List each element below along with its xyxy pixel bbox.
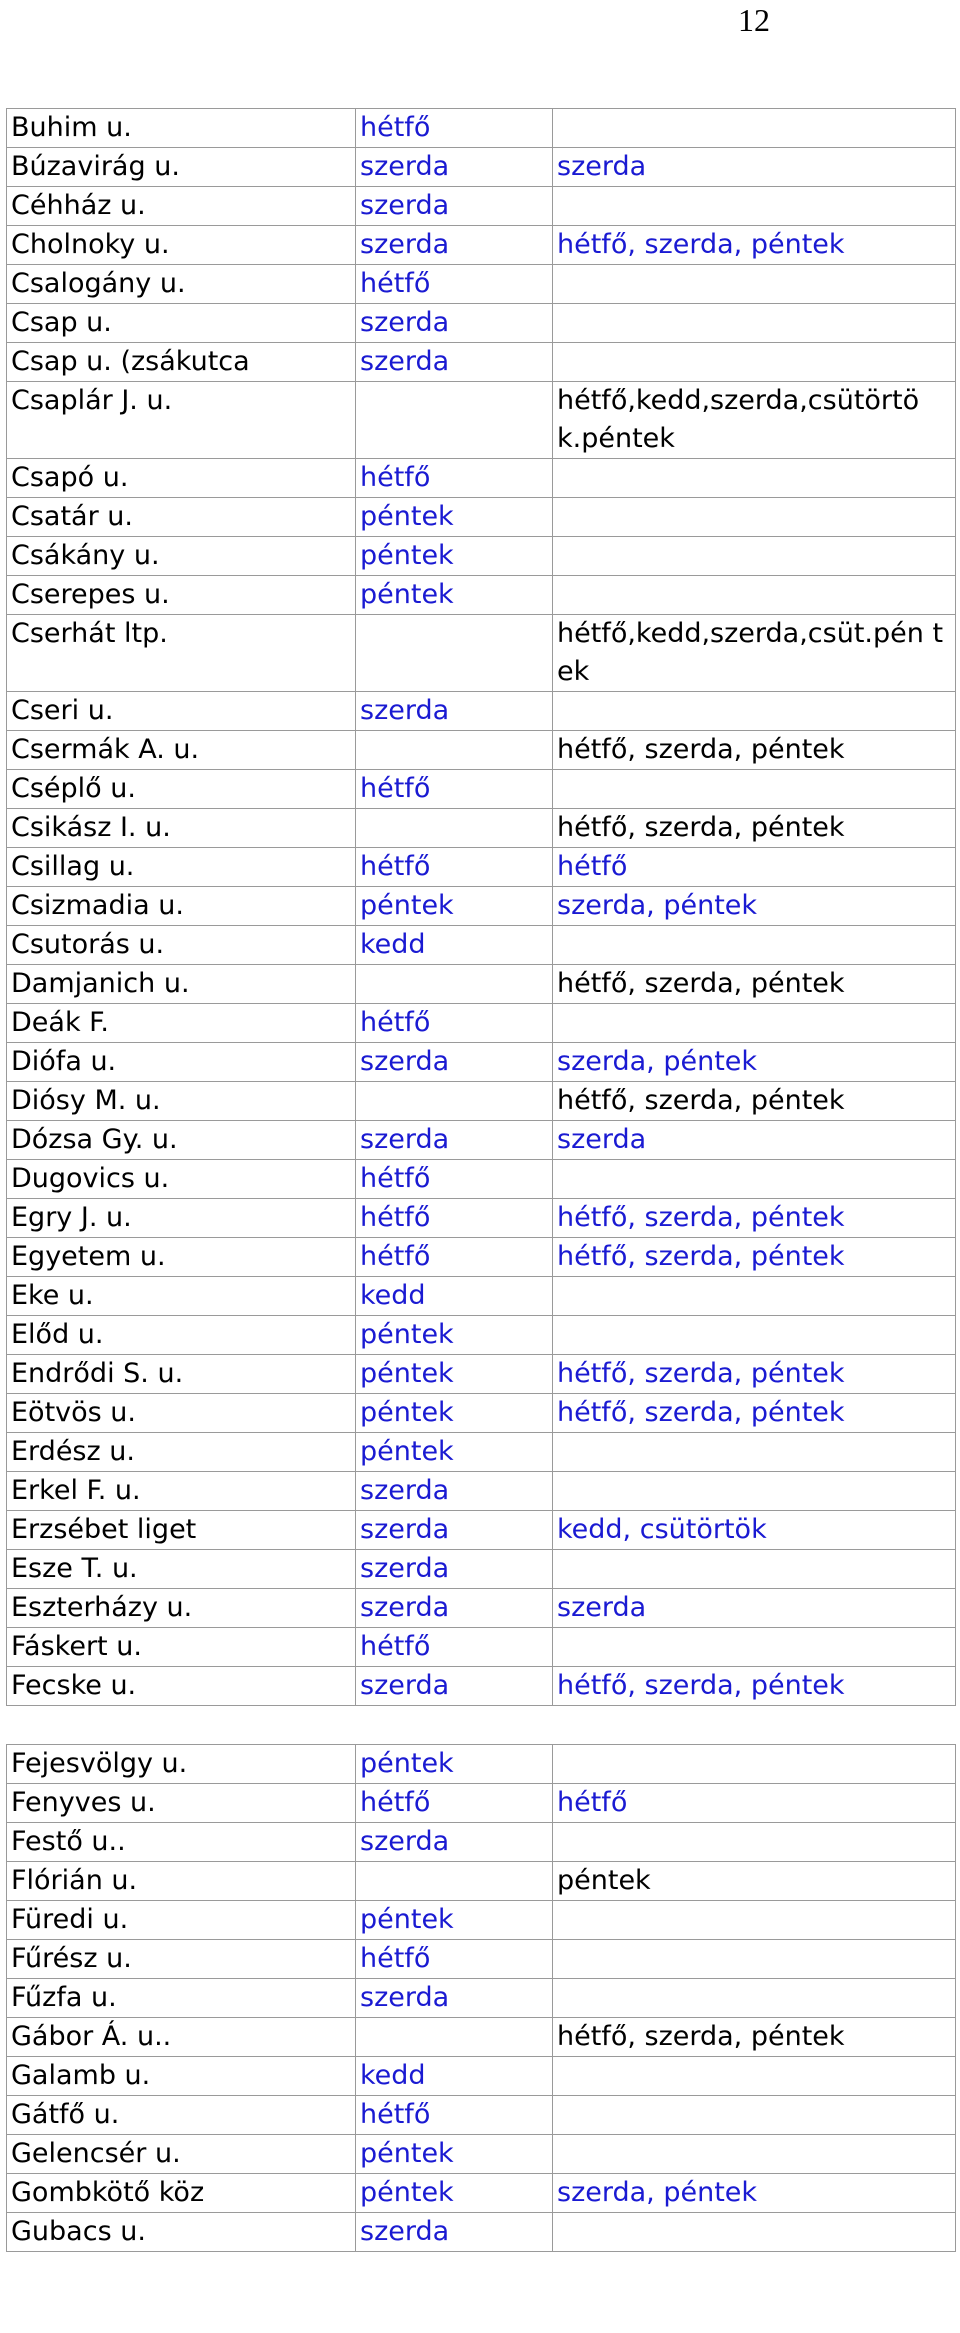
schedule-day-cell: péntek	[356, 576, 553, 615]
street-name-cell: Céhház u.	[7, 187, 356, 226]
schedule-days-cell	[553, 459, 956, 498]
schedule-days-cell: szerda, péntek	[553, 1043, 956, 1082]
table-row	[7, 770, 956, 809]
schedule-day-cell: hétfő	[356, 2096, 553, 2135]
schedule-day-cell: hétfő	[356, 1940, 553, 1979]
street-name-cell: Deák F.	[7, 1004, 356, 1043]
street-name-cell: Búzavirág u.	[7, 148, 356, 187]
schedule-days-cell: hétfő, szerda, péntek	[553, 1355, 956, 1394]
table-row	[7, 1589, 956, 1628]
schedule-day-cell	[356, 382, 553, 459]
table-row	[7, 1511, 956, 1550]
schedule-day-cell	[356, 2018, 553, 2057]
table-row	[7, 1433, 956, 1472]
street-name-cell: Flórián u.	[7, 1862, 356, 1901]
schedule-days-cell	[553, 1823, 956, 1862]
table-row	[7, 1199, 956, 1238]
table-row	[7, 615, 956, 692]
street-name-cell: Endrődi S. u.	[7, 1355, 356, 1394]
table-row	[7, 187, 956, 226]
schedule-days-cell	[553, 2057, 956, 2096]
schedule-days-cell: hétfő, szerda, péntek	[553, 226, 956, 265]
schedule-day-cell: péntek	[356, 887, 553, 926]
schedule-day-cell: hétfő	[356, 848, 553, 887]
street-name-cell: Buhim u.	[7, 109, 356, 148]
schedule-day-cell: kedd	[356, 1277, 553, 1316]
street-name-cell: Fűzfa u.	[7, 1979, 356, 2018]
schedule-days-cell	[553, 2096, 956, 2135]
schedule-days-cell	[553, 926, 956, 965]
table-row	[7, 1823, 956, 1862]
table-row	[7, 1355, 956, 1394]
schedule-days-cell	[553, 265, 956, 304]
table-row	[7, 2174, 956, 2213]
table-row	[7, 304, 956, 343]
schedule-day-cell: péntek	[356, 1745, 553, 1784]
street-name-cell: Csikász I. u.	[7, 809, 356, 848]
schedule-day-cell	[356, 1862, 553, 1901]
empty-cell	[356, 1706, 553, 1745]
schedule-day-cell: szerda	[356, 1550, 553, 1589]
schedule-days-cell	[553, 1979, 956, 2018]
schedule-day-cell	[356, 615, 553, 692]
schedule-days-cell	[553, 2135, 956, 2174]
schedule-day-cell: hétfő	[356, 1784, 553, 1823]
street-name-cell: Dózsa Gy. u.	[7, 1121, 356, 1160]
table-row	[7, 1160, 956, 1199]
street-name-cell: Cserepes u.	[7, 576, 356, 615]
schedule-day-cell: péntek	[356, 1901, 553, 1940]
table-row	[7, 459, 956, 498]
table-row	[7, 537, 956, 576]
schedule-days-cell: hétfő, szerda, péntek	[553, 1082, 956, 1121]
street-name-cell: Fűrész u.	[7, 1940, 356, 1979]
schedule-days-cell	[553, 1316, 956, 1355]
schedule-day-cell: hétfő	[356, 1160, 553, 1199]
schedule-day-cell: szerda	[356, 304, 553, 343]
schedule-days-cell: hétfő, szerda, péntek	[553, 965, 956, 1004]
street-name-cell: Csap u.	[7, 304, 356, 343]
table-row	[7, 1550, 956, 1589]
street-name-cell: Esze T. u.	[7, 1550, 356, 1589]
schedule-days-cell	[553, 576, 956, 615]
street-name-cell: Erzsébet liget	[7, 1511, 356, 1550]
table-row	[7, 1472, 956, 1511]
street-name-cell: Fenyves u.	[7, 1784, 356, 1823]
schedule-day-cell: hétfő	[356, 1199, 553, 1238]
page-number: 12	[738, 2, 770, 38]
street-name-cell: Csatár u.	[7, 498, 356, 537]
table-row	[7, 109, 956, 148]
schedule-day-cell: hétfő	[356, 770, 553, 809]
table-row	[7, 965, 956, 1004]
table-row	[7, 1082, 956, 1121]
schedule-day-cell: hétfő	[356, 1628, 553, 1667]
street-name-cell: Csákány u.	[7, 537, 356, 576]
table-row	[7, 1121, 956, 1160]
street-name-cell: Fecske u.	[7, 1667, 356, 1706]
street-name-cell: Előd u.	[7, 1316, 356, 1355]
schedule-days-cell	[553, 304, 956, 343]
table-row	[7, 887, 956, 926]
table-row	[7, 1667, 956, 1706]
street-name-cell: Diósy M. u.	[7, 1082, 356, 1121]
schedule-days-cell	[553, 1277, 956, 1316]
street-name-cell: Cholnoky u.	[7, 226, 356, 265]
schedule-days-cell: szerda	[553, 1589, 956, 1628]
table-row	[7, 265, 956, 304]
schedule-day-cell	[356, 965, 553, 1004]
schedule-day-cell: szerda	[356, 1667, 553, 1706]
schedule-days-cell	[553, 1745, 956, 1784]
street-name-cell: Cseri u.	[7, 692, 356, 731]
schedule-day-cell: szerda	[356, 1823, 553, 1862]
schedule-day-cell: péntek	[356, 537, 553, 576]
schedule-days-cell	[553, 343, 956, 382]
street-name-cell: Csermák A. u.	[7, 731, 356, 770]
street-name-cell: Cserhát ltp.	[7, 615, 356, 692]
schedule-day-cell: hétfő	[356, 1004, 553, 1043]
street-name-cell: Diófa u.	[7, 1043, 356, 1082]
table-row	[7, 576, 956, 615]
schedule-day-cell: kedd	[356, 2057, 553, 2096]
schedule-days-cell: hétfő, szerda, péntek	[553, 809, 956, 848]
schedule-days-cell	[553, 1628, 956, 1667]
schedule-days-cell	[553, 498, 956, 537]
table-row	[7, 498, 956, 537]
schedule-day-cell: szerda	[356, 1043, 553, 1082]
street-name-cell: Damjanich u.	[7, 965, 356, 1004]
schedule-day-cell: hétfő	[356, 265, 553, 304]
empty-cell	[553, 1706, 956, 1745]
schedule-days-cell: szerda	[553, 1121, 956, 1160]
street-name-cell: Csutorás u.	[7, 926, 356, 965]
table-row	[7, 731, 956, 770]
schedule-days-cell: szerda	[553, 148, 956, 187]
schedule-day-cell	[356, 1082, 553, 1121]
schedule-day-cell: hétfő	[356, 109, 553, 148]
table-row	[7, 2213, 956, 2252]
schedule-day-cell: péntek	[356, 498, 553, 537]
table-row	[7, 1784, 956, 1823]
table-row	[7, 1316, 956, 1355]
schedule-day-cell: péntek	[356, 2174, 553, 2213]
schedule-days-cell: hétfő	[553, 1784, 956, 1823]
schedule-day-cell: péntek	[356, 1316, 553, 1355]
schedule-days-cell	[553, 1160, 956, 1199]
street-name-cell: Gátfő u.	[7, 2096, 356, 2135]
street-name-cell: Egry J. u.	[7, 1199, 356, 1238]
schedule-days-cell	[553, 537, 956, 576]
table-row	[7, 1628, 956, 1667]
table-gap-row	[7, 1706, 956, 1745]
schedule-day-cell	[356, 731, 553, 770]
street-name-cell: Festő u..	[7, 1823, 356, 1862]
collection-schedule-table	[6, 108, 956, 2252]
table-row	[7, 1940, 956, 1979]
schedule-days-cell	[553, 1004, 956, 1043]
table-row	[7, 1238, 956, 1277]
street-name-cell: Csapó u.	[7, 459, 356, 498]
street-name-cell: Egyetem u.	[7, 1238, 356, 1277]
schedule-day-cell: péntek	[356, 1355, 553, 1394]
table-row	[7, 848, 956, 887]
street-name-cell: Füredi u.	[7, 1901, 356, 1940]
schedule-days-cell: hétfő	[553, 848, 956, 887]
schedule-days-cell	[553, 770, 956, 809]
schedule-day-cell: szerda	[356, 1589, 553, 1628]
schedule-days-cell: hétfő, szerda, péntek	[553, 1667, 956, 1706]
schedule-days-cell: hétfő, szerda, péntek	[553, 1199, 956, 1238]
table-row	[7, 2057, 956, 2096]
schedule-day-cell: szerda	[356, 1511, 553, 1550]
table-row	[7, 343, 956, 382]
table-row	[7, 1394, 956, 1433]
schedule-days-cell: hétfő, szerda, péntek	[553, 731, 956, 770]
street-name-cell: Csaplár J. u.	[7, 382, 356, 459]
table-row	[7, 1043, 956, 1082]
table-row	[7, 1004, 956, 1043]
street-name-cell: Eszterházy u.	[7, 1589, 356, 1628]
table-row	[7, 1862, 956, 1901]
street-name-cell: Eke u.	[7, 1277, 356, 1316]
schedule-day-cell: szerda	[356, 1472, 553, 1511]
street-name-cell: Gábor Á. u..	[7, 2018, 356, 2057]
schedule-day-cell: szerda	[356, 692, 553, 731]
schedule-day-cell: szerda	[356, 343, 553, 382]
schedule-day-cell: hétfő	[356, 459, 553, 498]
street-name-cell: Erdész u.	[7, 1433, 356, 1472]
schedule-days-cell	[553, 1472, 956, 1511]
schedule-day-cell: szerda	[356, 187, 553, 226]
schedule-days-cell	[553, 109, 956, 148]
street-name-cell: Csalogány u.	[7, 265, 356, 304]
schedule-days-cell: szerda, péntek	[553, 2174, 956, 2213]
schedule-days-cell: kedd, csütörtök	[553, 1511, 956, 1550]
schedule-day-cell: szerda	[356, 1121, 553, 1160]
schedule-day-cell: szerda	[356, 226, 553, 265]
street-name-cell: Gubacs u.	[7, 2213, 356, 2252]
schedule-days-cell: hétfő, szerda, péntek	[553, 1238, 956, 1277]
street-name-cell: Fáskert u.	[7, 1628, 356, 1667]
schedule-day-cell: szerda	[356, 1979, 553, 2018]
street-name-cell: Csillag u.	[7, 848, 356, 887]
schedule-day-cell: kedd	[356, 926, 553, 965]
street-name-cell: Csizmadia u.	[7, 887, 356, 926]
table-row	[7, 226, 956, 265]
schedule-days-cell	[553, 1550, 956, 1589]
table-row	[7, 1277, 956, 1316]
schedule-days-cell	[553, 1433, 956, 1472]
street-name-cell: Gombkötő köz	[7, 2174, 356, 2213]
schedule-day-cell: péntek	[356, 2135, 553, 2174]
schedule-day-cell: péntek	[356, 1433, 553, 1472]
table-row	[7, 2018, 956, 2057]
schedule-day-cell: hétfő	[356, 1238, 553, 1277]
street-name-cell: Gelencsér u.	[7, 2135, 356, 2174]
street-name-cell: Csap u. (zsákutca	[7, 343, 356, 382]
schedule-days-cell: péntek	[553, 1862, 956, 1901]
street-name-cell: Galamb u.	[7, 2057, 356, 2096]
schedule-day-cell	[356, 809, 553, 848]
schedule-days-cell	[553, 187, 956, 226]
street-name-cell: Eötvös u.	[7, 1394, 356, 1433]
table-row	[7, 2135, 956, 2174]
schedule-days-cell: hétfő, szerda, péntek	[553, 2018, 956, 2057]
table-row	[7, 809, 956, 848]
table-row	[7, 382, 956, 459]
street-name-cell: Dugovics u.	[7, 1160, 356, 1199]
table-body	[7, 109, 956, 2252]
schedule-days-cell: szerda, péntek	[553, 887, 956, 926]
schedule-day-cell: szerda	[356, 148, 553, 187]
table-row	[7, 1979, 956, 2018]
schedule-days-cell	[553, 2213, 956, 2252]
schedule-day-cell: péntek	[356, 1394, 553, 1433]
schedule-days-cell: hétfő, szerda, péntek	[553, 1394, 956, 1433]
schedule-days-cell	[553, 1901, 956, 1940]
table-row	[7, 692, 956, 731]
schedule-days-cell	[553, 1940, 956, 1979]
schedule-days-cell: hétfő,kedd,szerda,csütörtö k.péntek	[553, 382, 956, 459]
empty-cell	[7, 1706, 356, 1745]
table-row	[7, 148, 956, 187]
street-name-cell: Erkel F. u.	[7, 1472, 356, 1511]
schedule-days-cell: hétfő,kedd,szerda,csüt.pén tek	[553, 615, 956, 692]
table-row	[7, 2096, 956, 2135]
table-row	[7, 1745, 956, 1784]
street-name-cell: Fejesvölgy u.	[7, 1745, 356, 1784]
table-row	[7, 1901, 956, 1940]
schedule-day-cell: szerda	[356, 2213, 553, 2252]
schedule-days-cell	[553, 692, 956, 731]
street-name-cell: Cséplő u.	[7, 770, 356, 809]
table-row	[7, 926, 956, 965]
